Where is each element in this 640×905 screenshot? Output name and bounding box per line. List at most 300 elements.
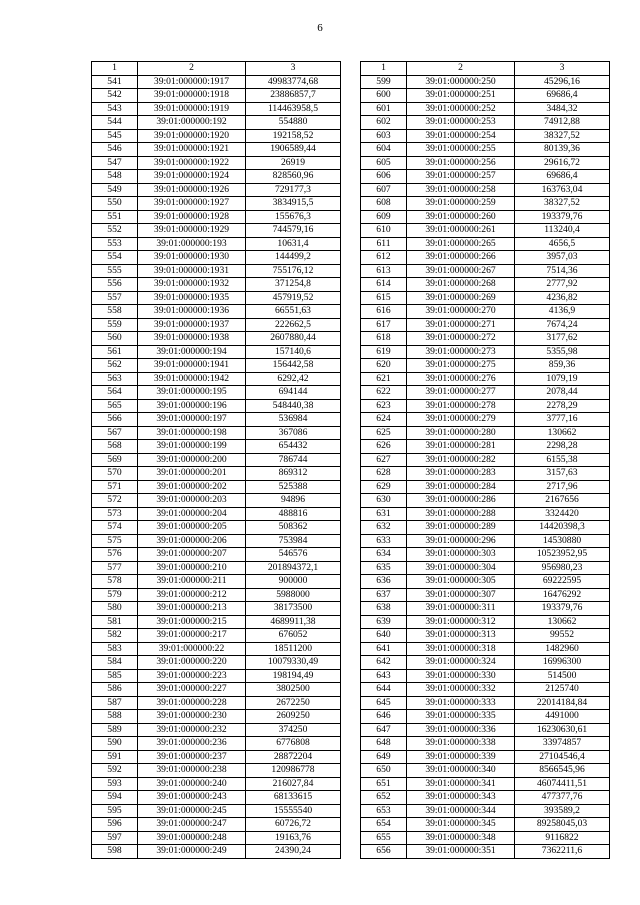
value-cell: 216027,84: [246, 777, 341, 791]
table-row: [92, 170, 341, 184]
cadastral-number: 39:01:000000:203: [138, 494, 246, 508]
table-row: [361, 521, 610, 535]
cadastral-number: 39:01:000000:247: [138, 818, 246, 832]
value-cell: 46074411,51: [515, 777, 610, 791]
row-number: 549: [92, 183, 138, 197]
row-number: 642: [361, 656, 407, 670]
row-number: 616: [361, 305, 407, 319]
table-row: [92, 453, 341, 467]
table-row: [92, 89, 341, 103]
value-cell: 2607880,44: [246, 332, 341, 346]
cadastral-number: 39:01:000000:333: [407, 696, 515, 710]
row-number: 650: [361, 764, 407, 778]
row-number: 618: [361, 332, 407, 346]
value-cell: 374250: [246, 723, 341, 737]
row-number: 612: [361, 251, 407, 265]
value-cell: 729177,3: [246, 183, 341, 197]
cadastral-number: 39:01:000000:265: [407, 237, 515, 251]
row-number: 582: [92, 629, 138, 643]
cadastral-number: 39:01:000000:1930: [138, 251, 246, 265]
cadastral-number: 39:01:000000:253: [407, 116, 515, 130]
table-row: [361, 332, 610, 346]
table-row: [361, 764, 610, 778]
value-cell: 900000: [246, 575, 341, 589]
cadastral-number: 39:01:000000:286: [407, 494, 515, 508]
row-number: 628: [361, 467, 407, 481]
cadastral-number: 39:01:000000:313: [407, 629, 515, 643]
table-row: [92, 116, 341, 130]
cadastral-number: 39:01:000000:303: [407, 548, 515, 562]
value-cell: 371254,8: [246, 278, 341, 292]
row-number: 625: [361, 426, 407, 440]
cadastral-number: 39:01:000000:202: [138, 480, 246, 494]
value-cell: 49983774,68: [246, 75, 341, 89]
table-row: [361, 588, 610, 602]
value-cell: 113240,4: [515, 224, 610, 238]
table-row: [361, 129, 610, 143]
row-number: 627: [361, 453, 407, 467]
value-cell: 536984: [246, 413, 341, 427]
row-number: 565: [92, 399, 138, 413]
value-cell: 10523952,95: [515, 548, 610, 562]
value-cell: 548440,38: [246, 399, 341, 413]
value-cell: 3834915,5: [246, 197, 341, 211]
row-number: 649: [361, 750, 407, 764]
table-row: [92, 615, 341, 629]
value-cell: 753984: [246, 534, 341, 548]
cadastral-number: 39:01:000000:324: [407, 656, 515, 670]
table-row: [92, 710, 341, 724]
cadastral-number: 39:01:000000:1941: [138, 359, 246, 373]
cadastral-number: 39:01:000000:192: [138, 116, 246, 130]
value-cell: 4656,5: [515, 237, 610, 251]
cadastral-number: 39:01:000000:211: [138, 575, 246, 589]
table-row: [361, 615, 610, 629]
row-number: 604: [361, 143, 407, 157]
table-row: [92, 440, 341, 454]
value-cell: 16230630,61: [515, 723, 610, 737]
cadastral-number: 39:01:000000:311: [407, 602, 515, 616]
table-row: [92, 831, 341, 845]
table-row: [361, 696, 610, 710]
value-cell: 2167656: [515, 494, 610, 508]
row-number: 648: [361, 737, 407, 751]
table-row: [361, 278, 610, 292]
row-number: 588: [92, 710, 138, 724]
table-row: [361, 345, 610, 359]
value-cell: 3484,32: [515, 102, 610, 116]
row-number: 608: [361, 197, 407, 211]
table-row: [361, 318, 610, 332]
table-row: [92, 399, 341, 413]
table-row: [361, 170, 610, 184]
value-cell: 201894372,1: [246, 561, 341, 575]
cadastral-number: 39:01:000000:266: [407, 251, 515, 265]
row-number: 563: [92, 372, 138, 386]
row-number: 552: [92, 224, 138, 238]
row-number: 626: [361, 440, 407, 454]
table-row: [92, 521, 341, 535]
cadastral-number: 39:01:000000:215: [138, 615, 246, 629]
row-number: 632: [361, 521, 407, 535]
cadastral-number: 39:01:000000:277: [407, 386, 515, 400]
cadastral-number: 39:01:000000:259: [407, 197, 515, 211]
table-row: [92, 656, 341, 670]
row-number: 593: [92, 777, 138, 791]
cadastral-number: 39:01:000000:338: [407, 737, 515, 751]
value-cell: 457919,52: [246, 291, 341, 305]
cadastral-number: 39:01:000000:194: [138, 345, 246, 359]
table-row: [92, 467, 341, 481]
row-number: 557: [92, 291, 138, 305]
table-row: [92, 102, 341, 116]
value-cell: 24390,24: [246, 845, 341, 859]
cadastral-number: 39:01:000000:304: [407, 561, 515, 575]
row-number: 621: [361, 372, 407, 386]
cadastral-number: 39:01:000000:271: [407, 318, 515, 332]
value-cell: 393589,2: [515, 804, 610, 818]
table-row: [92, 750, 341, 764]
table-row: [92, 413, 341, 427]
table-row: [92, 642, 341, 656]
cadastral-number: 39:01:000000:237: [138, 750, 246, 764]
row-number: 631: [361, 507, 407, 521]
column-header: 3: [246, 62, 341, 76]
cadastral-number: 39:01:000000:248: [138, 831, 246, 845]
value-cell: 869312: [246, 467, 341, 481]
value-cell: 80139,36: [515, 143, 610, 157]
row-number: 590: [92, 737, 138, 751]
row-number: 655: [361, 831, 407, 845]
table-row: [361, 804, 610, 818]
row-number: 581: [92, 615, 138, 629]
table-row: [361, 561, 610, 575]
row-number: 571: [92, 480, 138, 494]
value-cell: 744579,16: [246, 224, 341, 238]
value-cell: 33974857: [515, 737, 610, 751]
value-cell: 66551,63: [246, 305, 341, 319]
row-number: 613: [361, 264, 407, 278]
value-cell: 786744: [246, 453, 341, 467]
column-header: 2: [407, 62, 515, 76]
cadastral-number: 39:01:000000:270: [407, 305, 515, 319]
value-cell: 477377,76: [515, 791, 610, 805]
table-row: [361, 777, 610, 791]
row-number: 564: [92, 386, 138, 400]
value-cell: 6155,38: [515, 453, 610, 467]
table-row: [92, 791, 341, 805]
value-cell: 28872204: [246, 750, 341, 764]
cadastral-number: 39:01:000000:258: [407, 183, 515, 197]
row-number: 630: [361, 494, 407, 508]
cadastral-number: 39:01:000000:1942: [138, 372, 246, 386]
cadastral-number: 39:01:000000:22: [138, 642, 246, 656]
value-cell: 508362: [246, 521, 341, 535]
value-cell: 14420398,3: [515, 521, 610, 535]
table-row: [361, 656, 610, 670]
table-row: [92, 183, 341, 197]
row-number: 646: [361, 710, 407, 724]
cadastral-number: 39:01:000000:344: [407, 804, 515, 818]
table-row: [361, 237, 610, 251]
row-number: 578: [92, 575, 138, 589]
cadastral-number: 39:01:000000:1917: [138, 75, 246, 89]
column-header: 1: [361, 62, 407, 76]
row-number: 541: [92, 75, 138, 89]
value-cell: 3157,63: [515, 467, 610, 481]
row-number: 574: [92, 521, 138, 535]
row-number: 551: [92, 210, 138, 224]
value-cell: 10079330,49: [246, 656, 341, 670]
cadastral-number: 39:01:000000:296: [407, 534, 515, 548]
row-number: 577: [92, 561, 138, 575]
row-number: 622: [361, 386, 407, 400]
row-number: 611: [361, 237, 407, 251]
cadastral-number: 39:01:000000:1936: [138, 305, 246, 319]
table-row: [361, 548, 610, 562]
table-row: [92, 494, 341, 508]
table-row: [361, 831, 610, 845]
value-cell: 69222595: [515, 575, 610, 589]
value-cell: 45296,16: [515, 75, 610, 89]
value-cell: 38327,52: [515, 129, 610, 143]
row-number: 585: [92, 669, 138, 683]
table-row: [92, 723, 341, 737]
cadastral-number: 39:01:000000:348: [407, 831, 515, 845]
value-cell: 554880: [246, 116, 341, 130]
value-cell: 828560,96: [246, 170, 341, 184]
row-number: 547: [92, 156, 138, 170]
table-row: [92, 764, 341, 778]
table-row: [361, 305, 610, 319]
table-row: [361, 750, 610, 764]
cadastral-number: 39:01:000000:312: [407, 615, 515, 629]
value-cell: 525388: [246, 480, 341, 494]
row-number: 575: [92, 534, 138, 548]
cadastral-number: 39:01:000000:238: [138, 764, 246, 778]
table-row: [361, 602, 610, 616]
table-row: [361, 426, 610, 440]
cadastral-number: 39:01:000000:198: [138, 426, 246, 440]
table-header-row: [361, 62, 610, 76]
value-cell: 193379,76: [515, 210, 610, 224]
cadastral-number: 39:01:000000:332: [407, 683, 515, 697]
table-row: [361, 575, 610, 589]
table-header-row: [92, 62, 341, 76]
cadastral-number: 39:01:000000:340: [407, 764, 515, 778]
cadastral-number: 39:01:000000:1921: [138, 143, 246, 157]
cadastral-number: 39:01:000000:335: [407, 710, 515, 724]
table-row: [361, 399, 610, 413]
value-cell: 514500: [515, 669, 610, 683]
cadastral-number: 39:01:000000:251: [407, 89, 515, 103]
column-header: 3: [515, 62, 610, 76]
table-body-right: [361, 75, 610, 858]
table-row: [92, 291, 341, 305]
table-row: [361, 723, 610, 737]
row-number: 548: [92, 170, 138, 184]
value-cell: 1482960: [515, 642, 610, 656]
cadastral-number: 39:01:000000:268: [407, 278, 515, 292]
row-number: 554: [92, 251, 138, 265]
table-row: [361, 224, 610, 238]
table-row: [92, 804, 341, 818]
table-row: [92, 683, 341, 697]
row-number: 652: [361, 791, 407, 805]
cadastral-number: 39:01:000000:207: [138, 548, 246, 562]
value-cell: 676052: [246, 629, 341, 643]
row-number: 542: [92, 89, 138, 103]
table-row: [361, 197, 610, 211]
row-number: 566: [92, 413, 138, 427]
value-cell: 367086: [246, 426, 341, 440]
row-number: 614: [361, 278, 407, 292]
cadastral-number: 39:01:000000:200: [138, 453, 246, 467]
table-row: [361, 534, 610, 548]
cadastral-number: 39:01:000000:1932: [138, 278, 246, 292]
value-cell: 546576: [246, 548, 341, 562]
row-number: 644: [361, 683, 407, 697]
table-row: [361, 183, 610, 197]
row-number: 609: [361, 210, 407, 224]
table-body-left: [92, 75, 341, 858]
value-cell: 7362211,6: [515, 845, 610, 859]
table-row: [361, 669, 610, 683]
table-row: [92, 359, 341, 373]
row-number: 635: [361, 561, 407, 575]
cadastral-number: 39:01:000000:343: [407, 791, 515, 805]
cadastral-number: 39:01:000000:336: [407, 723, 515, 737]
row-number: 600: [361, 89, 407, 103]
row-number: 599: [361, 75, 407, 89]
value-cell: 23886857,7: [246, 89, 341, 103]
value-cell: 144499,2: [246, 251, 341, 265]
row-number: 558: [92, 305, 138, 319]
row-number: 647: [361, 723, 407, 737]
table-row: [92, 845, 341, 859]
cadastral-number: 39:01:000000:269: [407, 291, 515, 305]
table-row: [361, 710, 610, 724]
cadastral-number: 39:01:000000:283: [407, 467, 515, 481]
table-row: [361, 480, 610, 494]
cadastral-number: 39:01:000000:1919: [138, 102, 246, 116]
row-number: 653: [361, 804, 407, 818]
cadastral-number: 39:01:000000:280: [407, 426, 515, 440]
row-number: 587: [92, 696, 138, 710]
cadastral-number: 39:01:000000:267: [407, 264, 515, 278]
table-row: [361, 372, 610, 386]
row-number: 623: [361, 399, 407, 413]
value-cell: 198194,49: [246, 669, 341, 683]
cadastral-number: 39:01:000000:261: [407, 224, 515, 238]
row-number: 580: [92, 602, 138, 616]
row-number: 586: [92, 683, 138, 697]
value-cell: 3777,16: [515, 413, 610, 427]
cadastral-number: 39:01:000000:351: [407, 845, 515, 859]
cadastral-number: 39:01:000000:341: [407, 777, 515, 791]
value-cell: 16996300: [515, 656, 610, 670]
table-row: [92, 575, 341, 589]
value-cell: 9116822: [515, 831, 610, 845]
cadastral-number: 39:01:000000:339: [407, 750, 515, 764]
value-cell: 3324420: [515, 507, 610, 521]
value-cell: 22014184,84: [515, 696, 610, 710]
cadastral-number: 39:01:000000:257: [407, 170, 515, 184]
row-number: 591: [92, 750, 138, 764]
row-number: 617: [361, 318, 407, 332]
value-cell: 488816: [246, 507, 341, 521]
table-row: [361, 507, 610, 521]
row-number: 570: [92, 467, 138, 481]
row-number: 561: [92, 345, 138, 359]
value-cell: 755176,12: [246, 264, 341, 278]
row-number: 645: [361, 696, 407, 710]
row-number: 640: [361, 629, 407, 643]
table-row: [92, 143, 341, 157]
cadastral-number: 39:01:000000:227: [138, 683, 246, 697]
table-row: [92, 669, 341, 683]
value-cell: 89258045,03: [515, 818, 610, 832]
table-row: [361, 791, 610, 805]
table-row: [92, 629, 341, 643]
row-number: 637: [361, 588, 407, 602]
row-number: 559: [92, 318, 138, 332]
row-number: 606: [361, 170, 407, 184]
value-cell: 2717,96: [515, 480, 610, 494]
table-row: [92, 251, 341, 265]
value-cell: 130662: [515, 426, 610, 440]
cadastral-number: 39:01:000000:278: [407, 399, 515, 413]
value-cell: 2278,29: [515, 399, 610, 413]
value-cell: 120986778: [246, 764, 341, 778]
row-number: 641: [361, 642, 407, 656]
row-number: 615: [361, 291, 407, 305]
cadastral-number: 39:01:000000:212: [138, 588, 246, 602]
table-row: [361, 291, 610, 305]
cadastral-number: 39:01:000000:250: [407, 75, 515, 89]
row-number: 638: [361, 602, 407, 616]
value-cell: 8566545,96: [515, 764, 610, 778]
table-row: [92, 197, 341, 211]
table-row: [92, 264, 341, 278]
cadastral-number: 39:01:000000:228: [138, 696, 246, 710]
cadastral-number: 39:01:000000:210: [138, 561, 246, 575]
table-row: [92, 386, 341, 400]
table-row: [92, 237, 341, 251]
row-number: 654: [361, 818, 407, 832]
row-number: 619: [361, 345, 407, 359]
cadastral-number: 39:01:000000:1935: [138, 291, 246, 305]
value-cell: 130662: [515, 615, 610, 629]
table-row: [92, 602, 341, 616]
row-number: 556: [92, 278, 138, 292]
cadastral-number: 39:01:000000:307: [407, 588, 515, 602]
value-cell: 694144: [246, 386, 341, 400]
cadastral-number: 39:01:000000:255: [407, 143, 515, 157]
table-row: [92, 345, 341, 359]
table-row: [361, 89, 610, 103]
table-row: [361, 845, 610, 859]
table-row: [92, 278, 341, 292]
value-cell: 654432: [246, 440, 341, 454]
row-number: 620: [361, 359, 407, 373]
value-cell: 1079,19: [515, 372, 610, 386]
value-cell: 3957,03: [515, 251, 610, 265]
row-number: 629: [361, 480, 407, 494]
value-cell: 4491000: [515, 710, 610, 724]
row-number: 598: [92, 845, 138, 859]
value-cell: 6776808: [246, 737, 341, 751]
